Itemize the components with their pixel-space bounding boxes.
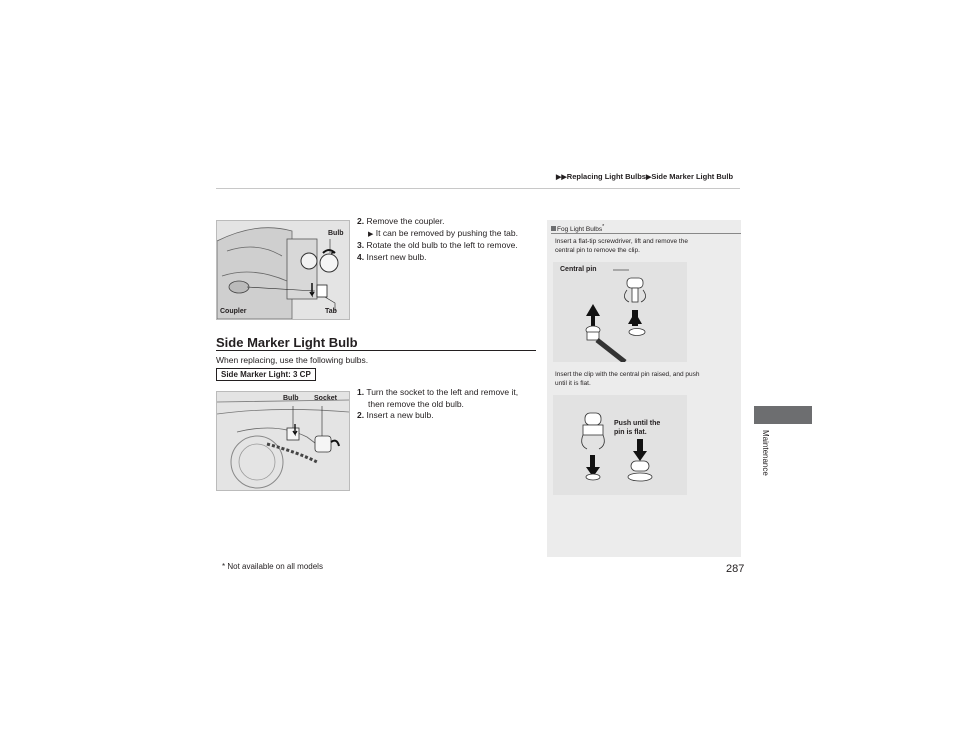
fog-label-tab: Tab xyxy=(325,308,337,315)
step-text: Rotate the old bulb to the left to remove. xyxy=(366,240,518,250)
sidebar-para-1 xyxy=(555,237,735,255)
sidebar-para-2 xyxy=(555,370,735,388)
step-text: then remove the old bulb. xyxy=(368,398,464,409)
clip-removal-drawing xyxy=(553,262,687,362)
sidebar-title-text[interactable]: Fog Light Bulbs xyxy=(557,226,603,234)
sidebar-text-line: until it is flat. xyxy=(555,380,591,387)
page-number: 287 xyxy=(726,563,745,575)
breadcrumb-arrow-icon: ▶▶ xyxy=(556,174,567,181)
marker-label-bulb: Bulb xyxy=(283,395,299,402)
step-number: 2. xyxy=(357,410,365,420)
step-3 xyxy=(357,240,518,252)
marker-steps xyxy=(357,387,518,422)
breadcrumb-page: Side Marker Light Bulb xyxy=(651,172,734,181)
fog-label-coupler: Coupler xyxy=(220,308,247,315)
step-2-sub xyxy=(357,228,518,241)
step-text: Turn the socket to the left and remove it, xyxy=(366,387,519,397)
arrow-icon: ▶ xyxy=(368,230,374,238)
clip-removal-illustration xyxy=(553,262,687,362)
section-intro: When replacing, use the following bulbs. xyxy=(216,355,369,365)
side-marker-drawing xyxy=(217,392,349,490)
header-rule xyxy=(216,188,740,189)
step-2 xyxy=(357,410,518,422)
fog-label-bulb: Bulb xyxy=(328,230,344,237)
sidebar-title xyxy=(551,224,604,233)
breadcrumb xyxy=(556,172,733,181)
footnote: * Not available on all models xyxy=(222,562,323,571)
breadcrumb-section[interactable]: Replacing Light Bulbs xyxy=(566,172,646,181)
label-push-line-1: Push until the xyxy=(614,420,661,427)
bulb-spec-box: Side Marker Light: 3 CP xyxy=(216,368,316,381)
heading-rule xyxy=(216,350,536,351)
clip-insertion-illustration xyxy=(553,395,687,495)
step-subtext: It can be removed by pushing the tab. xyxy=(375,227,518,238)
step-1-cont xyxy=(357,399,518,411)
sidebar-text-line: Insert the clip with the central pin raised, and push xyxy=(555,371,700,378)
fog-light-illustration xyxy=(216,220,350,320)
step-text: Insert a new bulb. xyxy=(366,410,434,420)
step-text: Insert new bulb. xyxy=(366,251,427,262)
step-number: 1. xyxy=(357,387,365,397)
sidebar-text-line: Insert a flat-tip screwdriver, lift and remove the xyxy=(555,238,688,245)
label-push-line-2: pin is flat. xyxy=(614,429,647,436)
sidebar-rule xyxy=(551,233,741,234)
sidebar-text-line: central pin to remove the clip. xyxy=(555,247,640,254)
side-marker-illustration xyxy=(216,391,350,491)
step-text: Remove the coupler. xyxy=(366,216,445,226)
step-number: 3. xyxy=(357,240,365,250)
chapter-tab[interactable] xyxy=(754,406,812,424)
info-icon xyxy=(551,226,556,231)
chapter-tab-label: Maintenance xyxy=(761,430,770,476)
step-number: 4. xyxy=(357,251,365,262)
sidebar-title-mark: * xyxy=(602,224,605,230)
step-number: 2. xyxy=(357,216,365,226)
chapter-tab-label-container xyxy=(760,430,772,490)
step-2 xyxy=(357,216,518,228)
marker-label-socket: Socket xyxy=(314,395,337,402)
breadcrumb-separator-icon: ▶ xyxy=(645,174,652,181)
step-4 xyxy=(357,252,518,264)
clip-insertion-drawing xyxy=(553,395,687,495)
section-heading: Side Marker Light Bulb xyxy=(216,335,358,350)
label-central-pin: Central pin xyxy=(560,266,597,273)
step-1 xyxy=(357,387,518,399)
fog-steps xyxy=(357,216,518,263)
